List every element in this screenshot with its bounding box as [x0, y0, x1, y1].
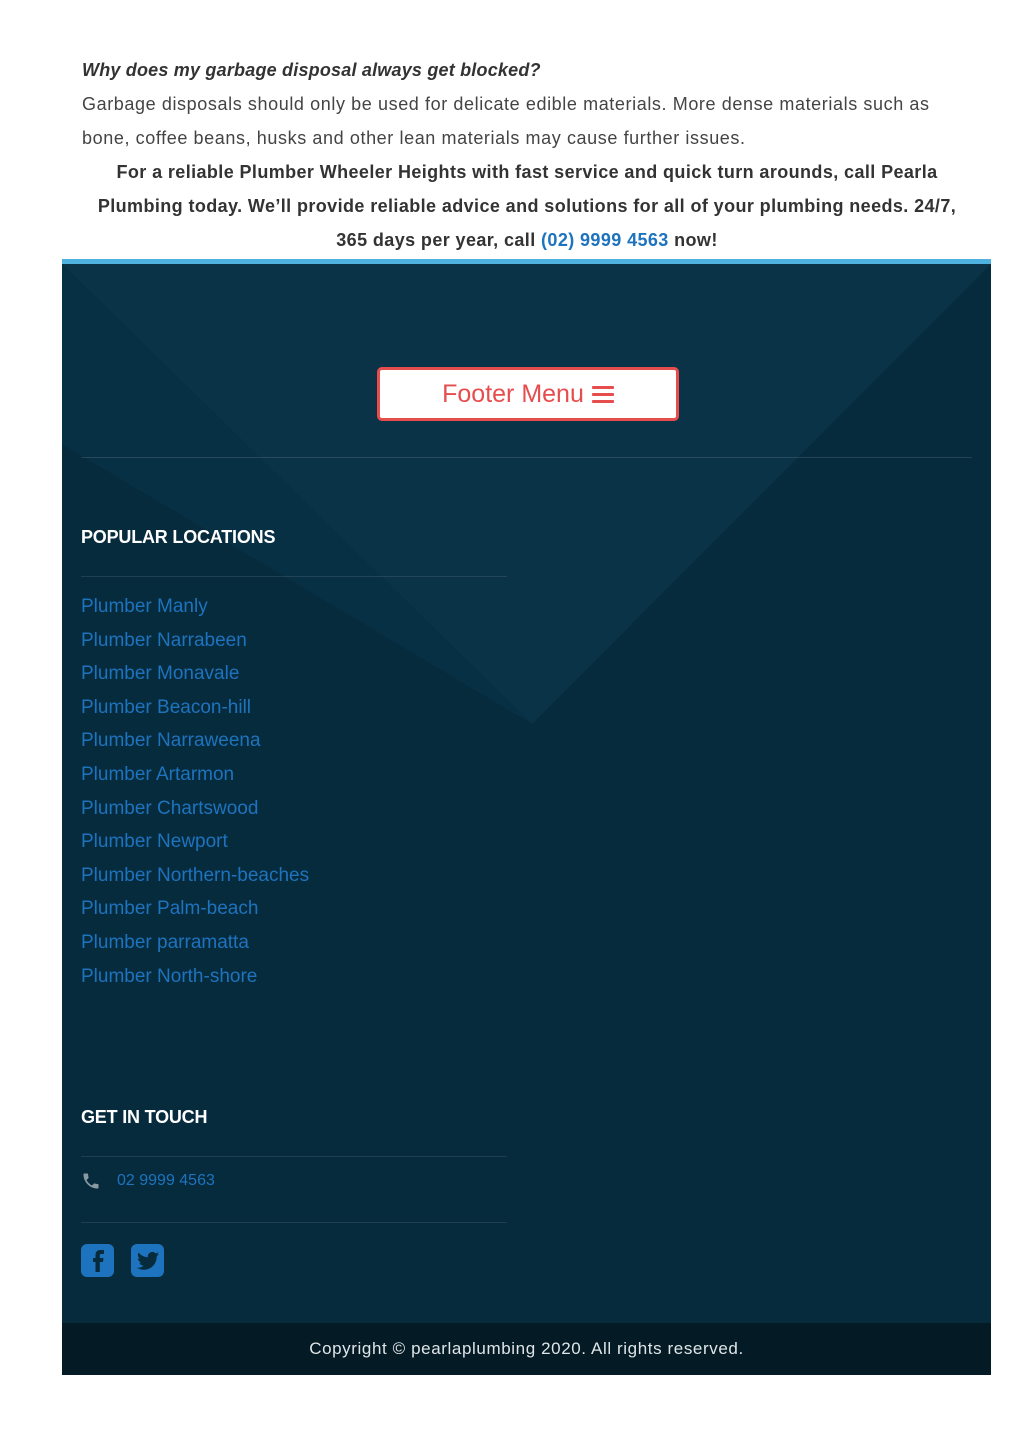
list-item — [81, 926, 309, 960]
location-link[interactable]: Plumber Chartswood — [81, 797, 259, 819]
list-item — [81, 590, 309, 624]
location-link[interactable]: Plumber Palm-beach — [81, 898, 259, 920]
locations-list — [81, 590, 309, 993]
site-footer — [62, 259, 991, 1375]
faq-answer: Garbage disposals should only be used for delicate edible materials. More dense materials such as bone, coffee beans, husks and other lean materials may cause further issues. — [82, 94, 930, 148]
cta-text: For a reliable Plumber Wheeler Heights with fast service and quick turn arounds, call Pearla Plumbing today. We’ll provide reliable advice and solutions for all of your plumbing needs. 24/7, 365 days per year, call — [97, 162, 957, 250]
list-item — [81, 758, 309, 792]
facebook-icon[interactable] — [81, 1244, 114, 1277]
call-to-action — [82, 155, 972, 257]
list-item — [81, 859, 309, 893]
list-item — [81, 724, 309, 758]
list-item — [81, 624, 309, 658]
cta-suffix: now! — [674, 230, 718, 250]
article-content — [82, 60, 972, 257]
faq-question: Why does my garbage disposal always get blocked? — [82, 60, 541, 80]
social-links — [81, 1244, 164, 1277]
divider — [81, 576, 507, 577]
location-link[interactable]: Plumber Monavale — [81, 663, 240, 685]
twitter-glyph — [137, 1251, 159, 1271]
phone-link[interactable]: 02 9999 4563 — [117, 1172, 215, 1189]
hamburger-icon — [592, 382, 614, 407]
location-link[interactable]: Plumber Newport — [81, 831, 228, 853]
copyright-bar — [62, 1323, 991, 1375]
location-link[interactable]: Plumber North-shore — [81, 965, 258, 987]
get-in-touch-title: GET IN TOUCH — [81, 1107, 208, 1127]
divider — [81, 1156, 507, 1157]
location-link[interactable]: Plumber Manly — [81, 596, 208, 617]
list-item — [81, 657, 309, 691]
location-link[interactable]: Plumber Artarmon — [81, 763, 235, 785]
twitter-icon[interactable] — [131, 1244, 164, 1277]
footer-menu-label: Footer Menu — [442, 379, 584, 408]
location-link[interactable]: Plumber Northern-beaches — [81, 864, 310, 886]
footer-menu-button[interactable] — [377, 367, 679, 421]
contact-phone — [81, 1171, 215, 1191]
location-link[interactable]: Plumber parramatta — [81, 931, 249, 953]
list-item — [81, 960, 309, 994]
copyright-text: Copyright © pearlaplumbing 2020. All rights reserved. — [309, 1339, 744, 1358]
cta-phone-link[interactable]: (02) 9999 4563 — [541, 230, 669, 250]
list-item — [81, 792, 309, 826]
popular-locations-title: POPULAR LOCATIONS — [81, 527, 276, 547]
location-link[interactable]: Plumber Narraweena — [81, 730, 261, 752]
divider — [81, 457, 972, 458]
list-item — [81, 892, 309, 926]
facebook-glyph — [88, 1250, 108, 1272]
location-link[interactable]: Plumber Narrabeen — [81, 629, 247, 651]
phone-icon — [81, 1171, 101, 1191]
location-link[interactable]: Plumber Beacon-hill — [81, 696, 252, 718]
list-item — [81, 691, 309, 725]
list-item — [81, 825, 309, 859]
divider — [81, 1222, 507, 1223]
